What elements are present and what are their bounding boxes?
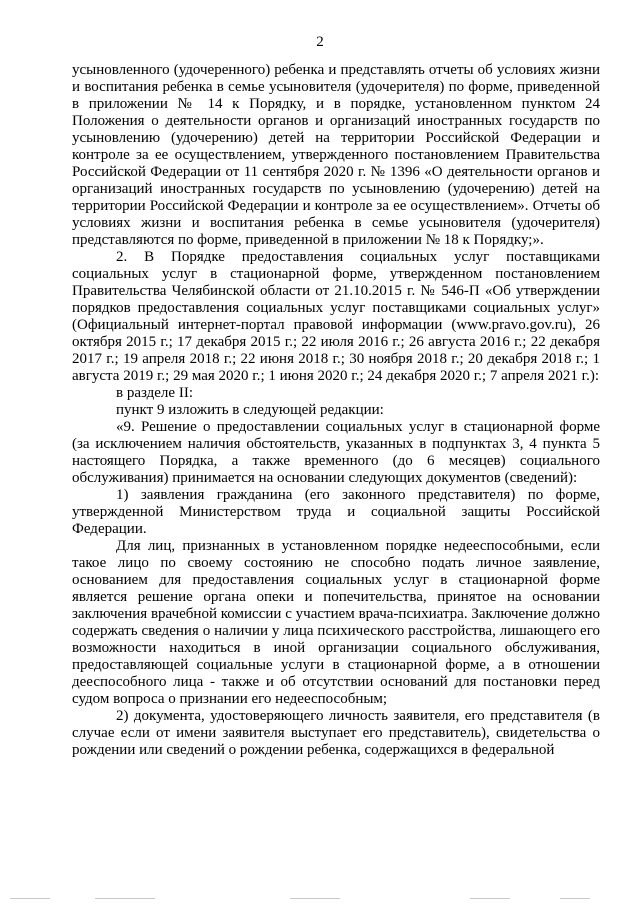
paragraph: «9. Решение о предоставлении социальных услуг в стационарной форме (за исключением наличия обстоятельств, указанных в подпунктах 3, 4 пункта 5 настоящего Порядка, а также временного (до 6 месяцев) социального обслуживания) принимается на основании следующих документов (сведений): <box>72 419 600 486</box>
page-number: 2 <box>316 34 324 50</box>
paragraph: Для лиц, признанных в установленном порядке недееспособными, если такое лицо по своему состоянию не способно подать личное заявление, основанием для предоставления социальных услуг в стационарной форме является решение органа опеки и попечительства, принятое на основании заключения врачебной комиссии с участием врача-психиатра. Заключение должно содержать сведения о наличии у лица психического расстройства, лишающего его возможности находиться в иной организации социального обслуживания, предоставляющей социальные услуги в стационарной форме, а в отношении дееспособного лица - также и об отсутствии оснований для постановки перед судом вопроса о признании его недееспособным; <box>72 538 600 707</box>
paragraph: 2. В Порядке предоставления социальных услуг поставщиками социальных услуг в стационарной форме, утвержденном постановлением Правительства Челябинской области от 21.10.2015 г. № 546-П «Об утверждении порядков предоставления социальных услуг поставщиками социальных услуг» (Официальный интернет-портал правовой информации (www.pravo.gov.ru), 26 октября 2015 г.; 17 декабря 2015 г.; 22 июля 2016 г.; 26 августа 2016 г.; 22 декабря 2017 г.; 19 апреля 2018 г.; 22 июня 2018 г.; 30 ноября 2018 г.; 20 декабря 2018 г.; 1 августа 2019 г.; 29 мая 2020 г.; 1 июня 2020 г.; 24 декабря 2020 г.; 7 апреля 2021 г.): <box>72 249 600 384</box>
paragraph: в разделе II: <box>116 385 193 401</box>
paragraph: 1) заявления гражданина (его законного представителя) по форме, утвержденной Министерством труда и социальной защиты Российской Федерации. <box>72 487 600 537</box>
document-body <box>72 62 600 759</box>
paragraph: 2) документа, удостоверяющего личность заявителя, его представителя (в случае если от имени заявителя выступает его представитель), свидетельства о рождении или сведений о рождении ребенка, содержащихся в федеральной <box>72 708 600 758</box>
scan-edge-marks <box>0 893 640 905</box>
paragraph: усыновленного (удочеренного) ребенка и представлять отчеты об условиях жизни и воспитания ребенка в семье усыновителя (удочерителя) по форме, приведенной в приложении № 14 к Порядку, и в порядке, установленном пунктом 24 Положения о деятельности органов и организаций иностранных государств по усыновлению (удочерению) детей на территории Российской Федерации и контроле за ее осуществлением, утвержденного постановлением Правительства Российской Федерации от 11 сентября 2020 г. № 1396 «О деятельности органов и организаций иностранных государств по усыновлению (удочерению) детей на территории Российской Федерации и контроле за ее осуществлением». Отчеты об условиях жизни и воспитания ребенка в семье усыновителя (удочерителя) представляются по форме, приведенной в приложении № 18 к Порядку;». <box>72 62 600 248</box>
paragraph: пункт 9 изложить в следующей редакции: <box>116 402 384 418</box>
